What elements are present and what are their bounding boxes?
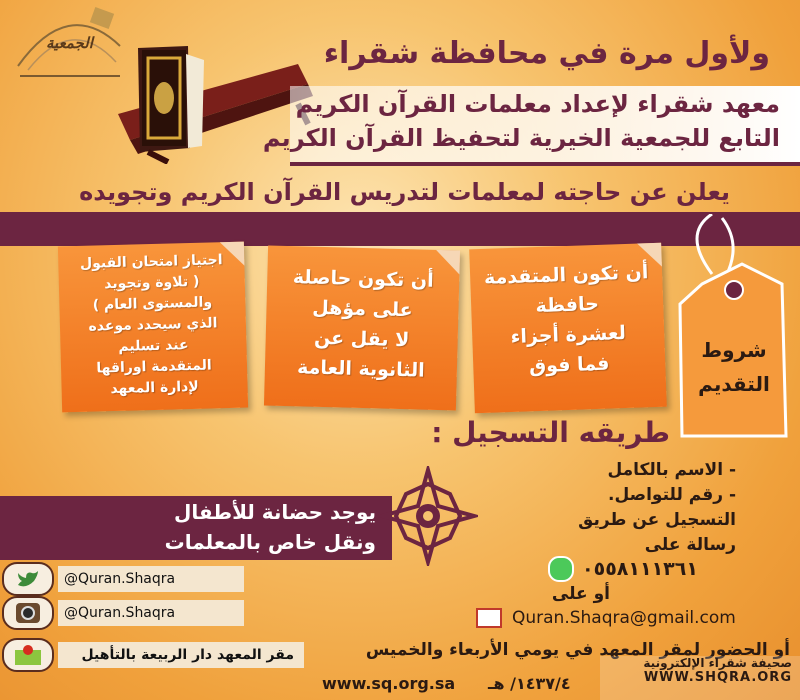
- whatsapp-number: ٠٥٥٨١١١٣٦١: [582, 558, 698, 580]
- website-url[interactable]: www.sq.org.sa: [322, 674, 456, 693]
- twitter-label: @Quran.Shaqra: [58, 566, 244, 592]
- registration-or: أو على: [551, 584, 610, 604]
- registration-visit: أو الحضور لمقر المعهد في يومي الأربعاء والخميس: [365, 640, 790, 660]
- childcare-line2: ونقل خاص بالمعلمات: [164, 530, 376, 554]
- instagram-label: @Quran.Shaqra: [58, 600, 244, 626]
- email-contact[interactable]: [476, 606, 736, 630]
- map-pin-icon: [2, 638, 54, 672]
- registration-step: - الاسم بالكامل: [607, 460, 736, 480]
- condition-text: أن تكون المتقدمة حافظة لعشرة أجزاء فما فوق: [483, 261, 649, 378]
- registration-step: رسالة على: [644, 535, 736, 555]
- registration-steps: [516, 458, 736, 558]
- watermark-url: WWW.SHQRA.ORG: [643, 670, 792, 685]
- registration-step: التسجيل عن طريق: [578, 510, 736, 530]
- whatsapp-icon: [548, 556, 574, 582]
- twitter-icon: [2, 562, 54, 596]
- condition-card-qualification: [264, 246, 460, 411]
- condition-text: أن تكون حاصلة على مؤهل لا يقل عن الثانوية العامة: [292, 266, 434, 382]
- institute-name: معهد شقراء لإعداد معلمات القرآن الكريم: [295, 90, 780, 118]
- ornament: [378, 466, 478, 566]
- price-tag-icon: [672, 214, 796, 444]
- watermark-name: صحيفة شقراء الإلكترونية: [643, 656, 792, 670]
- registration-step: - رقم للتواصل.: [608, 485, 736, 505]
- logo-text: الجمعية: [46, 34, 93, 52]
- location-label: مقر المعهد دار الربيعة بالتأهيل: [58, 642, 304, 668]
- condition-card-exam: [58, 242, 248, 413]
- email-icon: [476, 608, 502, 628]
- date: ١٤٣٧/٤/ هـ: [488, 674, 571, 693]
- conditions-tag: [672, 214, 796, 444]
- condition-card-memorization: [469, 243, 667, 414]
- instagram-icon: [2, 596, 54, 630]
- whatsapp-contact[interactable]: [548, 556, 698, 582]
- newspaper-watermark: [600, 656, 800, 700]
- email-address: Quran.Shaqra@gmail.com: [512, 608, 736, 628]
- instagram-handle[interactable]: [2, 596, 244, 630]
- conditions-tag-subtitle: التقديم: [698, 372, 770, 396]
- institute-location[interactable]: [2, 638, 304, 672]
- registration-title: طريقه التسجيل :: [431, 416, 670, 449]
- headline: ولأول مرة في محافظة شقراء: [323, 36, 770, 71]
- conditions-tag-title: شروط: [701, 338, 767, 362]
- twitter-handle[interactable]: [2, 562, 244, 596]
- announcement: يعلن عن حاجته لمعلمات لتدريس القرآن الكريم وتجويده: [79, 178, 730, 206]
- star-ornament-icon: [378, 466, 478, 566]
- condition-text: اجتياز امتحان القبول ( تلاوة وتجويد والمستوى العام ) الذي سيحدد موعده عند تسليم المتقدمة اوراقها لإدارة المعهد: [79, 252, 223, 398]
- institute-affiliation: التابع للجمعية الخيرية لتحفيظ القرآن الكريم: [262, 124, 780, 152]
- childcare-line1: يوجد حضانة للأطفال: [173, 500, 376, 524]
